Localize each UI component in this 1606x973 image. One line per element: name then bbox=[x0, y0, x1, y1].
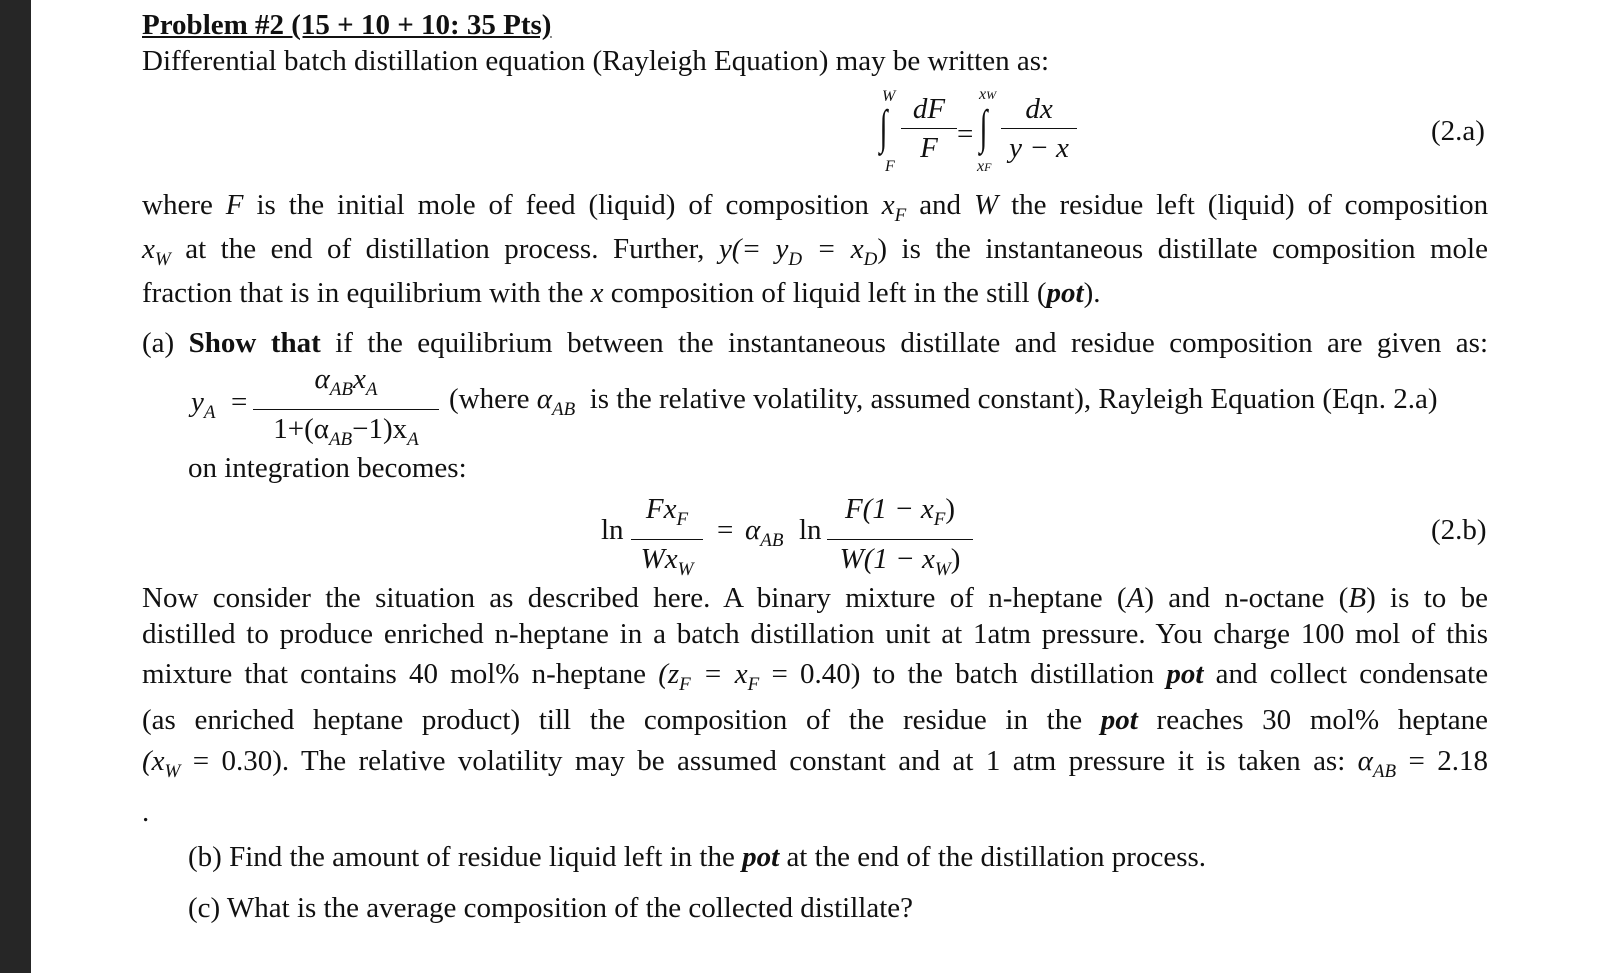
part-a-integration: on integration becomes: bbox=[188, 452, 467, 484]
eq2a-rhs-fraction bbox=[1001, 92, 1077, 165]
eq2a-lhs-num: dF bbox=[912, 93, 946, 125]
part-c: (c) What is the average composition of the collected distillate? bbox=[188, 892, 913, 924]
eq2b-lhs-fraction: $Fx_F$ $Wx_W$ bbox=[631, 492, 703, 587]
where-line-1: where F is the initial mole of feed (liquid) of composition $x_F$ and W the residue left (liquid) of composition bbox=[142, 189, 1489, 226]
situation-line-2: distilled to produce enriched n-heptane in a batch distillation unit at 1atm pressure. You charge 100 mol of this bbox=[142, 618, 1488, 650]
integral-sign: ∫ bbox=[879, 101, 888, 154]
integral-sign: ∫ bbox=[979, 101, 988, 154]
situation-line-3: mixture that contains 40 mol% n-heptane $(z_F = x_F = 0.40)$ to the batch distillation pot and collect condensate bbox=[142, 658, 1489, 695]
ya-symbol: $y_A$ bbox=[191, 386, 216, 423]
situation-line-1: Now consider the situation as described here. A binary mixture of n-heptane (A) and n-octane (B) is to be bbox=[142, 582, 1489, 614]
eq2a-lhs-den: F bbox=[920, 132, 938, 164]
eq2a-rhs-den: y − x bbox=[1009, 132, 1069, 164]
eq2a-rhs-lower: xF bbox=[977, 158, 992, 175]
eq2b-rhs-fraction: $F(1 - x_F)$ $W(1 - x_W)$ bbox=[827, 492, 973, 587]
eq2b-ln-1: ln bbox=[601, 514, 624, 546]
ya-equals: = bbox=[231, 386, 248, 418]
eq2b-ln-2: ln bbox=[799, 514, 822, 546]
eq2a-equals: = bbox=[957, 118, 974, 150]
equilibrium-fraction: $\alpha_{AB}x_A$ $1+(\alpha_{AB}-1)x_A$ bbox=[253, 362, 439, 457]
left-margin-bar bbox=[0, 0, 31, 973]
eq2a-rhs-num: dx bbox=[1025, 93, 1053, 125]
situation-line-4: (as enriched heptane product) till the composition of the residue in the pot reaches 30 mol% heptane bbox=[142, 704, 1489, 736]
where-line-2: $x_W$ at the end of distillation process. Further, $y(= y_D = x_D)$ is the instantaneous distillate composition mole bbox=[142, 233, 1488, 270]
eq2a-lhs-fraction bbox=[901, 92, 957, 165]
situation-dot: . bbox=[142, 796, 150, 828]
eq2b-equals: = bbox=[717, 514, 734, 546]
part-a-line-1: (a) Show that if the equilibrium between the instantaneous distillate and residue composition are given as: bbox=[142, 327, 1489, 359]
where-line-3: fraction that is in equilibrium with the x composition of liquid left in the still (pot). bbox=[142, 277, 1101, 309]
problem-title: Problem #2 (15 + 10 + 10: 35 Pts) bbox=[142, 9, 552, 41]
part-b: (b) Find the amount of residue liquid left in the pot at the end of the distillation process. bbox=[188, 841, 1207, 873]
part-a-where-text: (where $\alpha_{AB}$ is the relative volatility, assumed constant), Rayleigh Equation (Eqn. 2.a) bbox=[449, 383, 1438, 420]
document-page bbox=[31, 0, 1606, 973]
eq2a-lhs-lower: F bbox=[885, 158, 895, 175]
eq2a-lhs-upper: W bbox=[882, 88, 896, 105]
eq2b-alpha: $\alpha_{AB}$ bbox=[745, 514, 784, 551]
situation-line-5: $(x_W = 0.30)$. The relative volatility may be assumed constant and at 1 atm pressure it is taken as: $\alpha_{AB} = 2.18$ bbox=[142, 745, 1489, 782]
eq2b-number: (2.b) bbox=[1431, 514, 1487, 546]
problem-intro: Differential batch distillation equation (Rayleigh Equation) may be written as: bbox=[142, 45, 1050, 77]
eq2a-number: (2.a) bbox=[1431, 115, 1485, 147]
eq2a-rhs-upper: xW bbox=[979, 86, 997, 103]
